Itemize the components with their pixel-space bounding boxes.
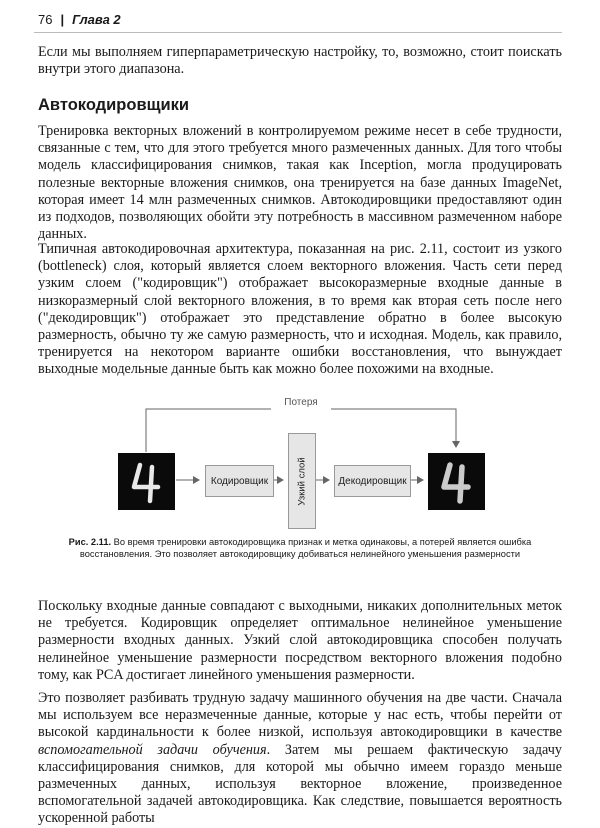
caption-label: Рис. 2.11. bbox=[68, 537, 112, 547]
paragraph-intro bbox=[38, 44, 562, 78]
paragraph-text bbox=[38, 690, 562, 828]
header-separator: | bbox=[60, 12, 65, 27]
bottleneck-label: Узкий слой bbox=[296, 456, 308, 506]
caption-text: Во время тренировки автокодировщика признак и метка одинаковы, а потерей является ошибка восстановления. Это позволяет автокодировщику добиваться нелинейного уменьшения размерности bbox=[79, 537, 532, 559]
digit-four-icon bbox=[118, 453, 175, 510]
encoder-block bbox=[205, 465, 274, 497]
loss-arrow-right bbox=[331, 409, 456, 447]
bottleneck-block bbox=[288, 433, 316, 529]
page-number: 76 bbox=[38, 12, 53, 27]
decoder-block bbox=[334, 465, 411, 497]
paragraph-part: Это позволяет разбивать трудную задачу машинного обучения на две части. Сначала мы используем все неразмеченные данные, которые у нас есть, чтобы перейти от высокой кардинальности к более низкой, используя автокодировщики в качестве bbox=[38, 690, 562, 741]
output-digit-image bbox=[428, 453, 485, 510]
paragraph-embeddings bbox=[38, 123, 562, 243]
figure-caption bbox=[60, 537, 540, 560]
paragraph-architecture bbox=[38, 241, 562, 379]
paragraph-text: Поскольку входные данные совпадают с выходными, никаких дополнительных меток не требуется. Кодировщик определяет оптимальное нелинейное уменьшение размерности входных данных. Узкий слой автокодировщика способен получать нелинейное уменьшение размерности посредством векторного вложения подобно тому, как PCA достигает линейного уменьшения размерности. bbox=[38, 598, 562, 683]
figure-autoencoder bbox=[0, 395, 600, 595]
paragraph-text: Тренировка векторных вложений в контролируемом режиме несет в себе трудности, связанные с тем, что для этого требуется много размеченных данных. Для того чтобы модель классифицирования снимков, такая как Inception, могла продуцировать полезные векторные вложения снимков, она тренируется на базе данных ImageNet, которая имеет 14 млн размеченных снимков. Автокодировщики предоставляют один из подходов, позволяющих обойти эту потребность в массивном размеченном наборе данных. bbox=[38, 123, 562, 243]
header-rule bbox=[34, 32, 562, 33]
loss-label: Потеря bbox=[284, 397, 318, 408]
encoder-label: Кодировщик bbox=[210, 475, 269, 487]
page-header bbox=[38, 12, 121, 27]
paragraph-split-task bbox=[38, 690, 562, 828]
paragraph-italic: вспомогательной задачи обучения bbox=[38, 741, 267, 758]
paragraph-text: Если мы выполняем гиперпараметрическую настройку, то, возможно, стоит поискать внутри этого диапазона. bbox=[38, 44, 562, 78]
input-digit-image bbox=[118, 453, 175, 510]
chapter-title: Глава 2 bbox=[72, 12, 121, 27]
paragraph-part: . Затем мы решаем фактическую задачу классифицирования снимков, для которой мы обычно имеем гораздо меньше размеченных данных, используя векторное вложение, произведенное вспомогательной задачей автокодировщика. Как следствие, повышается вероятность ускоренной работы bbox=[38, 741, 562, 827]
loss-arrow bbox=[146, 409, 271, 452]
digit-four-icon bbox=[428, 453, 485, 510]
paragraph-text: Типичная автокодировочная архитектура, показанная на рис. 2.11, состоит из узкого (bottleneck) слоя, который является слоем векторного вложения. Часть сети перед узким слоем ("кодировщик") отображает высокоразмерные входные данные в низкоразмерный слой векторного вложения, в то время как вторая сеть после него ("декодировщик") отображает это представление обратно в более высокую размерность, обычно ту же самую размерность, что и исходная. Модель, как правило, тренируется на некотором варианте ошибки восстановления, что вынуждает выходные модельные данные быть как можно более похожими на входные. bbox=[38, 241, 562, 378]
decoder-label: Декодировщик bbox=[338, 475, 407, 487]
paragraph-labels bbox=[38, 598, 562, 684]
section-heading: Автокодировщики bbox=[38, 96, 190, 114]
